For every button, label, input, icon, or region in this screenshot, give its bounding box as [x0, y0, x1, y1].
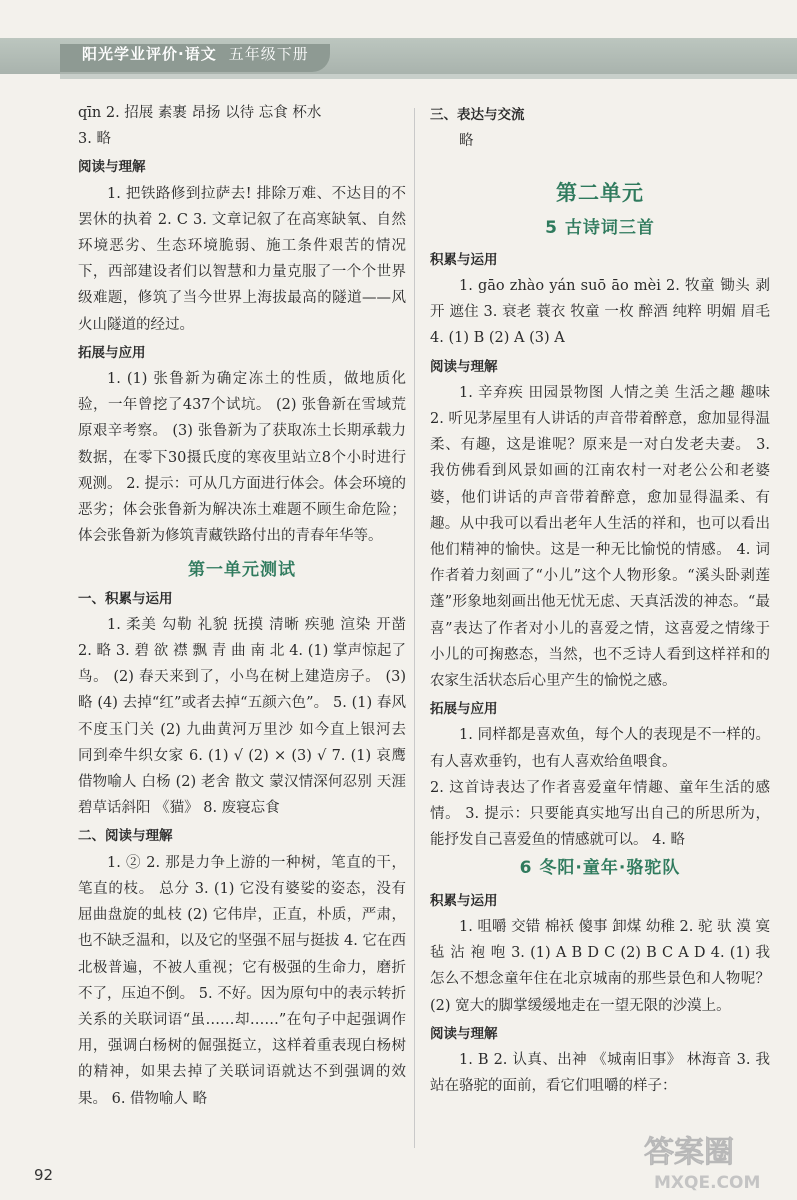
section-heading: 拓展与应用 [78, 344, 146, 361]
answer-text: 略 [459, 133, 474, 150]
section-heading: 一、积累与运用 [78, 590, 173, 607]
answer-text: 1. gāo zhào yán suō āo mèi 2. 牧童 锄头 剥开 遮住 3. 衰老 蓑衣 牧童 一枚 醉酒 纯粹 明媚 眉毛 4. (1) B (2) A (3) A [430, 278, 770, 347]
answer-text: 1. B 2. 认真、出神 《城南旧事》 林海音 3. 我站在骆驼的面前，看它们咀嚼的样子： [430, 1051, 770, 1095]
answer-text: qīn 2. 招展 素裹 昂扬 以待 忘食 杯水 [78, 105, 322, 121]
book-title: 阳光学业评价·语文 [82, 45, 217, 63]
watermark-text: 答案圈 [644, 1135, 734, 1170]
unit-title: 第二单元 [556, 181, 644, 206]
answer-text: 1. 同样都是喜欢鱼，每个人的表现是不一样的。有人喜欢垂钓，也有人喜欢给鱼喂食。 [430, 727, 770, 770]
section-heading: 阅读与理解 [430, 1025, 498, 1042]
answer-text: 1. 辛弃疾 田园景物图 人情之美 生活之趣 趣味 2. 听见茅屋里有人讲话的声音带着醉意，愈加显得温柔、有趣，这是谁呢？原来是一对白发老夫妻。 3. 我仿佛看到风景如画的江南农村一对老公公和老婆婆，他们讲话的声音带着醉意，愈加显得温柔、有趣。从中我可以看出老年人生活的祥和，也可以看出他们精神的愉快。这是一种无比愉悦的情感。 4. 词作者着力刻画了“小儿”这个人物形象。“溪头卧剥莲蓬”形象地刻画出他无忧无虑、天真活泼的神态。“最喜”表达了作者对小儿的喜爱之情，这喜爱之情缘于小儿的可掬憨态，当然，也不乏诗人看到这样祥和的农家生活状态后心里产生的愉悦之感。 [430, 384, 770, 690]
watermark-url: MXQE.COM [654, 1173, 761, 1193]
section-heading: 阅读与理解 [78, 159, 146, 176]
section-heading: 阅读与理解 [430, 358, 498, 375]
lesson-title: 5 古诗词三首 [545, 217, 655, 238]
running-header [82, 43, 309, 64]
section-heading: 拓展与应用 [430, 701, 498, 718]
unit-test-title: 第一单元测试 [188, 560, 296, 581]
answer-text: 1. 柔美 勾勒 礼貌 抚摸 清晰 疾驰 渲染 开凿 2. 略 3. 碧 欲 襟 飘 青 曲 南 北 4. (1) 掌声惊起了鸟。 (2) 春天来到了，小鸟在树上建造房子。 (3) 略 (4) 去掉“红”或者去掉“五颜六色”。 5. (1) 春风不度玉门关 (2) 九曲黄河万里沙 如今直上银河去 同到牵牛织女家 6. (1) √ (2) × (3) √ 7. (1) 哀鹰 借物喻人 白杨 (2) 老舍 散文 蒙汉情深何忍别 天涯碧草话斜阳 《猫》 8. 废寝忘食 [78, 616, 406, 817]
answer-text: 1. (1) 张鲁新为确定冻土的性质，做地质化验，一年曾挖了437个试坑。 (2) 张鲁新在雪域荒原艰辛考察。 (3) 张鲁新为了获取冻土长期承载力数据，在零下30摄氏度的寒夜里站立8个小时进行观测。 2. 提示：可从几方面进行体会。体会环境的恶劣；体会张鲁新为解决冻土难题不顾生命危险；体会张鲁新为修筑青藏铁路付出的青春年华等。 [78, 371, 406, 545]
grade-label: 五年级下册 [228, 45, 309, 63]
section-heading: 三、表达与交流 [430, 107, 525, 123]
left-column [78, 100, 406, 1112]
column-divider [414, 108, 415, 1148]
answer-text: 1. ② 2. 那是力争上游的一种树，笔直的干，笔直的枝。 总分 3. (1) 它没有婆娑的姿态，没有屈曲盘旋的虬枝 (2) 它伟岸，正直，朴质，严肃，也不缺乏温和，以及它的坚强不屈与挺拔 4. 它在西北极普遍，不被人重视；它有极强的生命力，磨折不了，压迫不倒。 5. 不好。因为原句中的表示转折关系的关联词语“虽……却……”在句子中起强调作用，强调白杨树的倔强挺立，这样着重表现白杨树的精神，如果去掉了关联词语就达不到强调的效果。 6. 借物喻人 略 [78, 854, 406, 1107]
header-rule [60, 74, 797, 79]
section-heading: 二、阅读与理解 [78, 828, 173, 845]
watermark-logo [640, 1128, 790, 1194]
section-heading: 积累与运用 [430, 251, 498, 268]
answer-text: 1. 把铁路修到拉萨去! 排除万难、不达目的不罢休的执着 2. C 3. 文章记叙了在高寒缺氧、自然环境恶劣、生态环境脆弱、施工条件艰苦的情况下，西部建设者们以智慧和力量克服了一个个世界级难题，修筑了当今世界上海拔最高的隧道——风火山隧道的经过。 [78, 185, 406, 333]
section-heading: 积累与运用 [430, 892, 498, 909]
answer-text: 3. 略 [78, 131, 111, 148]
answer-text: 2. 这首诗表达了作者喜爱童年情趣、童年生活的感情。 3. 提示：只要能真实地写出自己的所思所为，能抒发自己喜爱鱼的情感就可以。 4. 略 [430, 779, 770, 849]
page-number: 92 [34, 1166, 54, 1184]
answer-text: 1. 咀嚼 交错 棉袄 傻事 卸煤 幼稚 2. 驼 驮 漠 寞 毡 沾 袍 咆 3. (1) A B D C (2) B C A D 4. (1) 我怎么不想念童年住在北京城南的那些景色和人物呢？ (2) 宽大的脚掌缓缓地走在一望无限的沙漠上。 [430, 918, 770, 1014]
right-column [430, 100, 770, 1099]
lesson-title: 6 冬阳·童年·骆驼队 [519, 858, 681, 879]
